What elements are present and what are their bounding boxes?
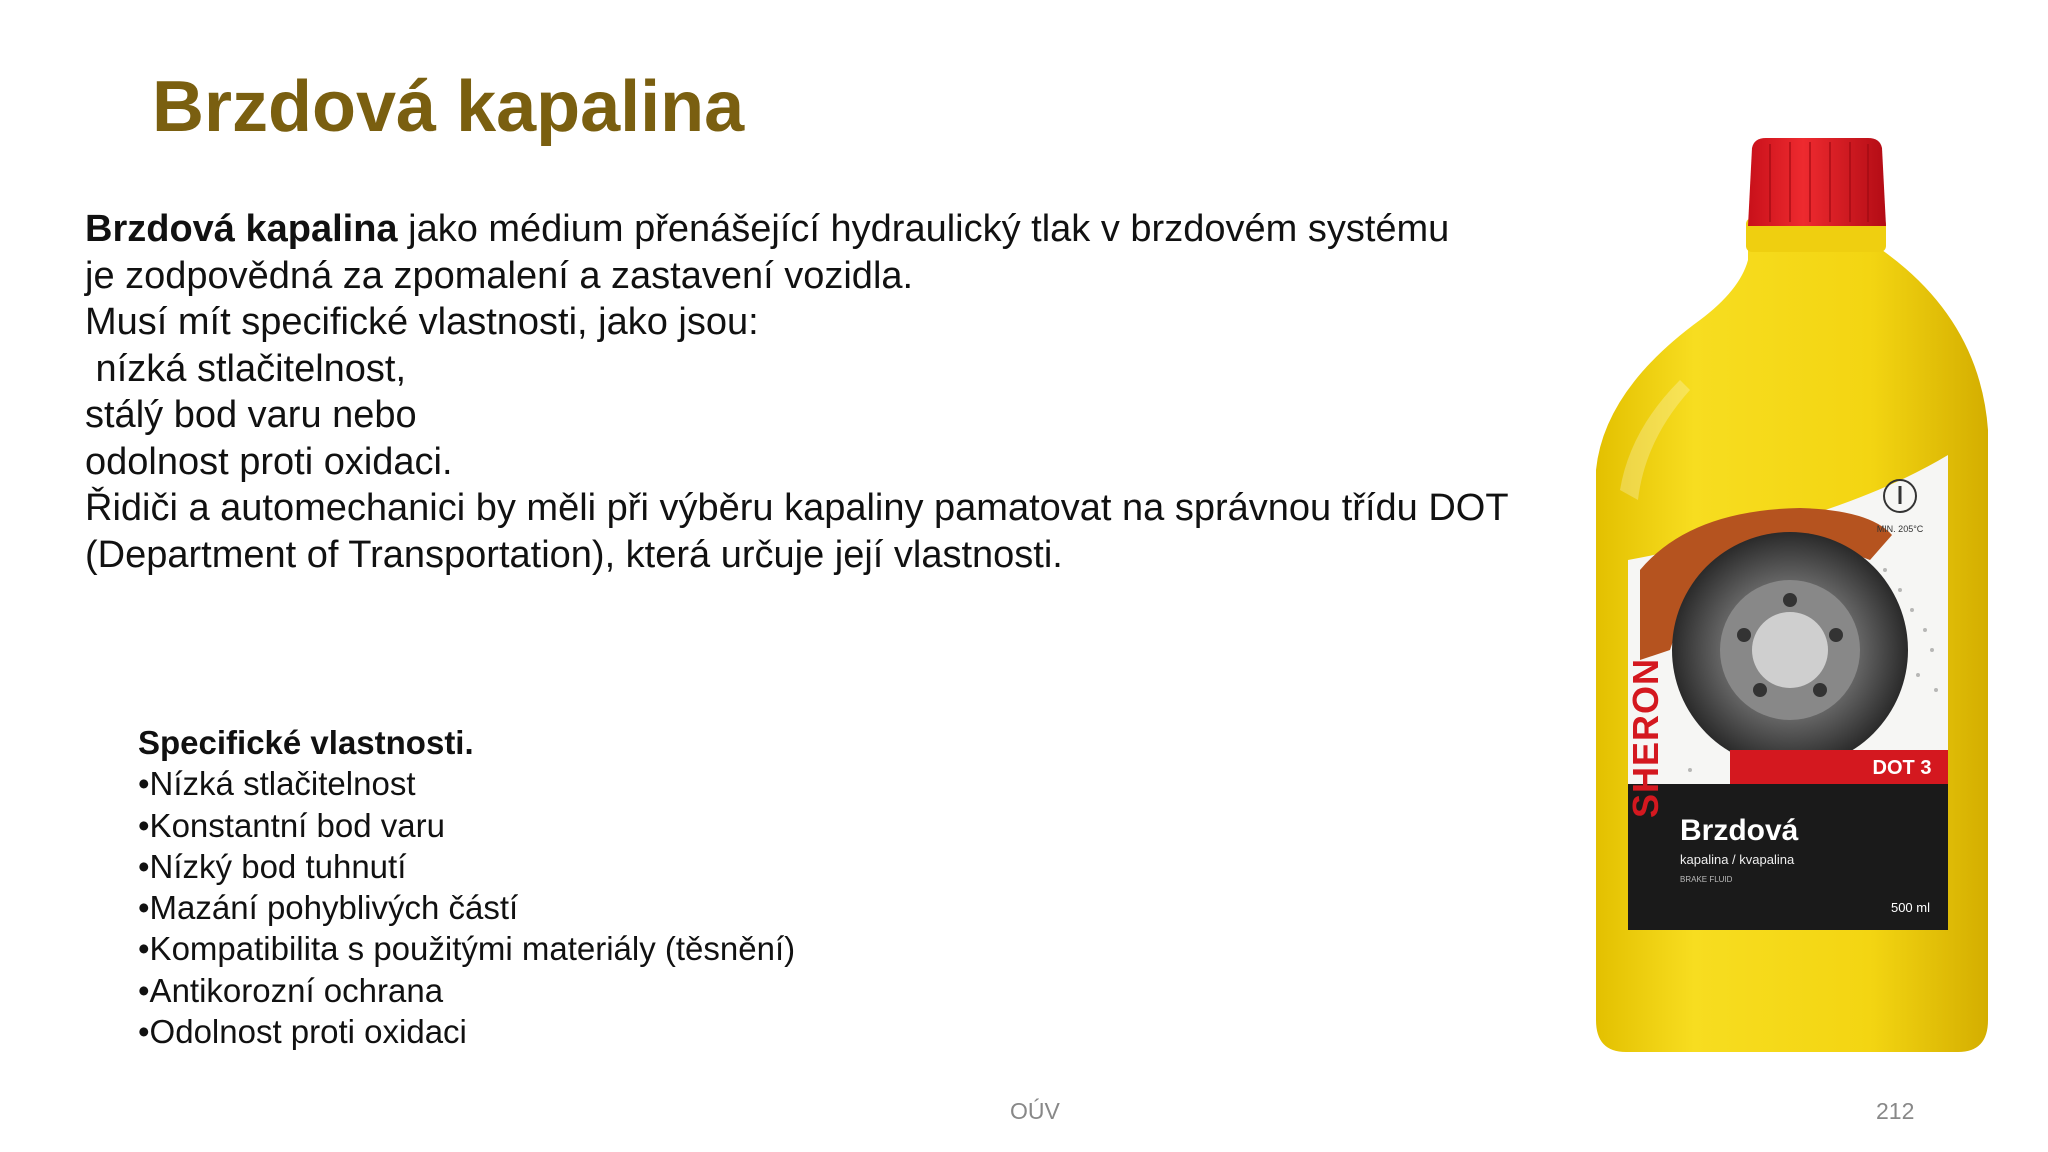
intro-line-7: Řidiči a automechanici by měli při výběru kapaliny pamatovat na správnou třídu DOT	[85, 487, 1509, 529]
bottle-cap	[1748, 138, 1886, 226]
list-item: •Nízký bod tuhnutí	[138, 847, 407, 885]
label-title: Brzdová	[1680, 814, 1799, 847]
properties-heading: Specifické vlastnosti.	[138, 724, 474, 761]
label-subtitle: kapalina / kvapalina	[1680, 852, 1795, 867]
intro-line-1	[85, 206, 1535, 253]
properties-list	[138, 763, 938, 1052]
list-item: •Konstantní bod varu	[138, 806, 445, 844]
list-item: •Odolnost proti oxidaci	[138, 1013, 467, 1051]
footer-center-label: OÚV	[1010, 1098, 1060, 1124]
intro-bold-term: Brzdová kapalina	[85, 208, 398, 250]
bottle-illustration	[1540, 130, 2010, 1065]
intro-line-4: nízká stlačitelnost,	[85, 347, 407, 390]
intro-line-6: odolnost proti oxidaci.	[85, 440, 453, 483]
list-item: •Mazání pohyblivých částí	[138, 889, 519, 927]
intro-line-8: (Department of Transportation), která určuje její vlastnosti.	[85, 533, 1063, 576]
intro-paragraph	[85, 206, 1535, 578]
intro-lead-text: jako médium přenášející hydraulický tlak v brzdovém systému	[397, 208, 1450, 250]
slide-title: Brzdová kapalina	[152, 67, 745, 147]
list-item: •Antikorozní ochrana	[138, 971, 444, 1009]
label-small: BRAKE FLUID	[1680, 875, 1733, 884]
properties-box	[138, 722, 938, 1052]
list-item: •Kompatibilita s použitými materiály (těsnění)	[138, 930, 796, 968]
page-number: 212	[1876, 1098, 1915, 1124]
volume-label: 500 ml	[1890, 900, 1930, 915]
brake-fluid-bottle-image	[1540, 130, 2010, 1065]
intro-line-2: je zodpovědná za zpomalení a zastavení vozidla.	[85, 254, 914, 297]
temperature-note: MIN. 205°C	[1876, 524, 1924, 534]
intro-line-5: stálý bod varu nebo	[85, 394, 417, 436]
list-item: •Nízká stlačitelnost	[138, 765, 416, 803]
brand-logo: SHERON	[1625, 657, 1666, 818]
dot-grade-label: DOT 3	[1872, 757, 1932, 779]
intro-line-3: Musí mít specifické vlastnosti, jako jsou:	[85, 301, 759, 343]
